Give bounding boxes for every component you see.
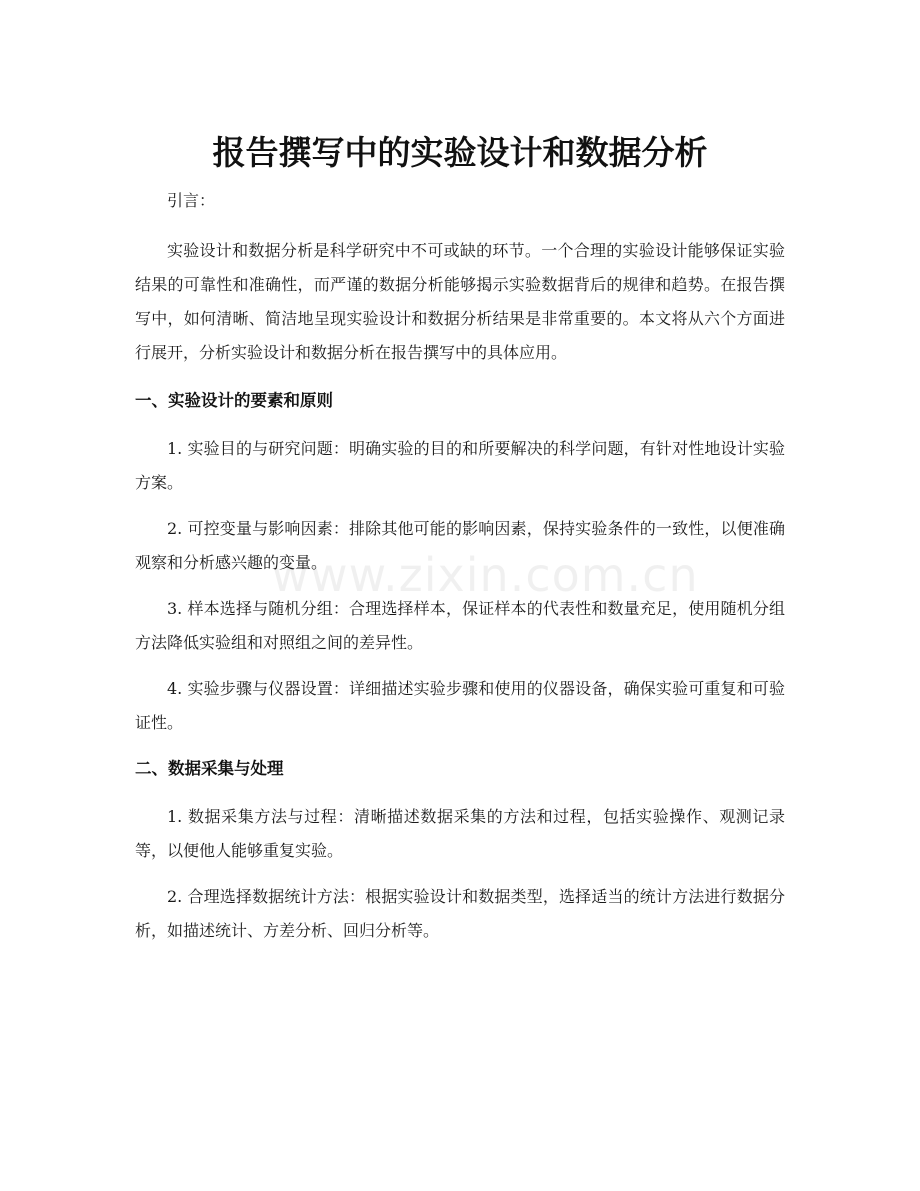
intro-paragraph: 实验设计和数据分析是科学研究中不可或缺的环节。一个合理的实验设计能够保证实验结果的可靠性和准确性，而严谨的数据分析能够揭示实验数据背后的规律和趋势。在报告撰写中，如何清晰、简洁地呈现实验设计和数据分析结果是非常重要的。本文将从六个方面进行展开，分析实验设计和数据分析在报告撰写中的具体应用。: [135, 241, 785, 362]
document-body: [135, 184, 785, 960]
watermark: www.zixin.com.cn: [271, 548, 699, 602]
list-item: 2. 合理选择数据统计方法：根据实验设计和数据类型，选择适当的统计方法进行数据分析，如描述统计、方差分析、回归分析等。: [135, 887, 785, 940]
intro-label: 引言：: [167, 191, 216, 210]
list-item: 3. 样本选择与随机分组：合理选择样本，保证样本的代表性和数量充足，使用随机分组方法降低实验组和对照组之间的差异性。: [135, 599, 785, 652]
section-heading: 一、实验设计的要素和原则: [135, 391, 333, 410]
section-2: [135, 752, 785, 948]
section-heading: 二、数据采集与处理: [135, 759, 284, 778]
list-item: 4. 实验步骤与仪器设置：详细描述实验步骤和使用的仪器设备，确保实验可重复和可验证性。: [135, 679, 785, 732]
list-item: 2. 可控变量与影响因素：排除其他可能的影响因素，保持实验条件的一致性，以便准确观察和分析感兴趣的变量。: [135, 519, 785, 572]
document-title: 报告撰写中的实验设计和数据分析: [212, 133, 708, 173]
list-item: 1. 数据采集方法与过程：清晰描述数据采集的方法和过程，包括实验操作、观测记录等，以便他人能够重复实验。: [135, 807, 785, 860]
section-1: [135, 384, 785, 740]
list-item: 1. 实验目的与研究问题：明确实验的目的和所要解决的科学问题，有针对性地设计实验方案。: [135, 439, 785, 492]
